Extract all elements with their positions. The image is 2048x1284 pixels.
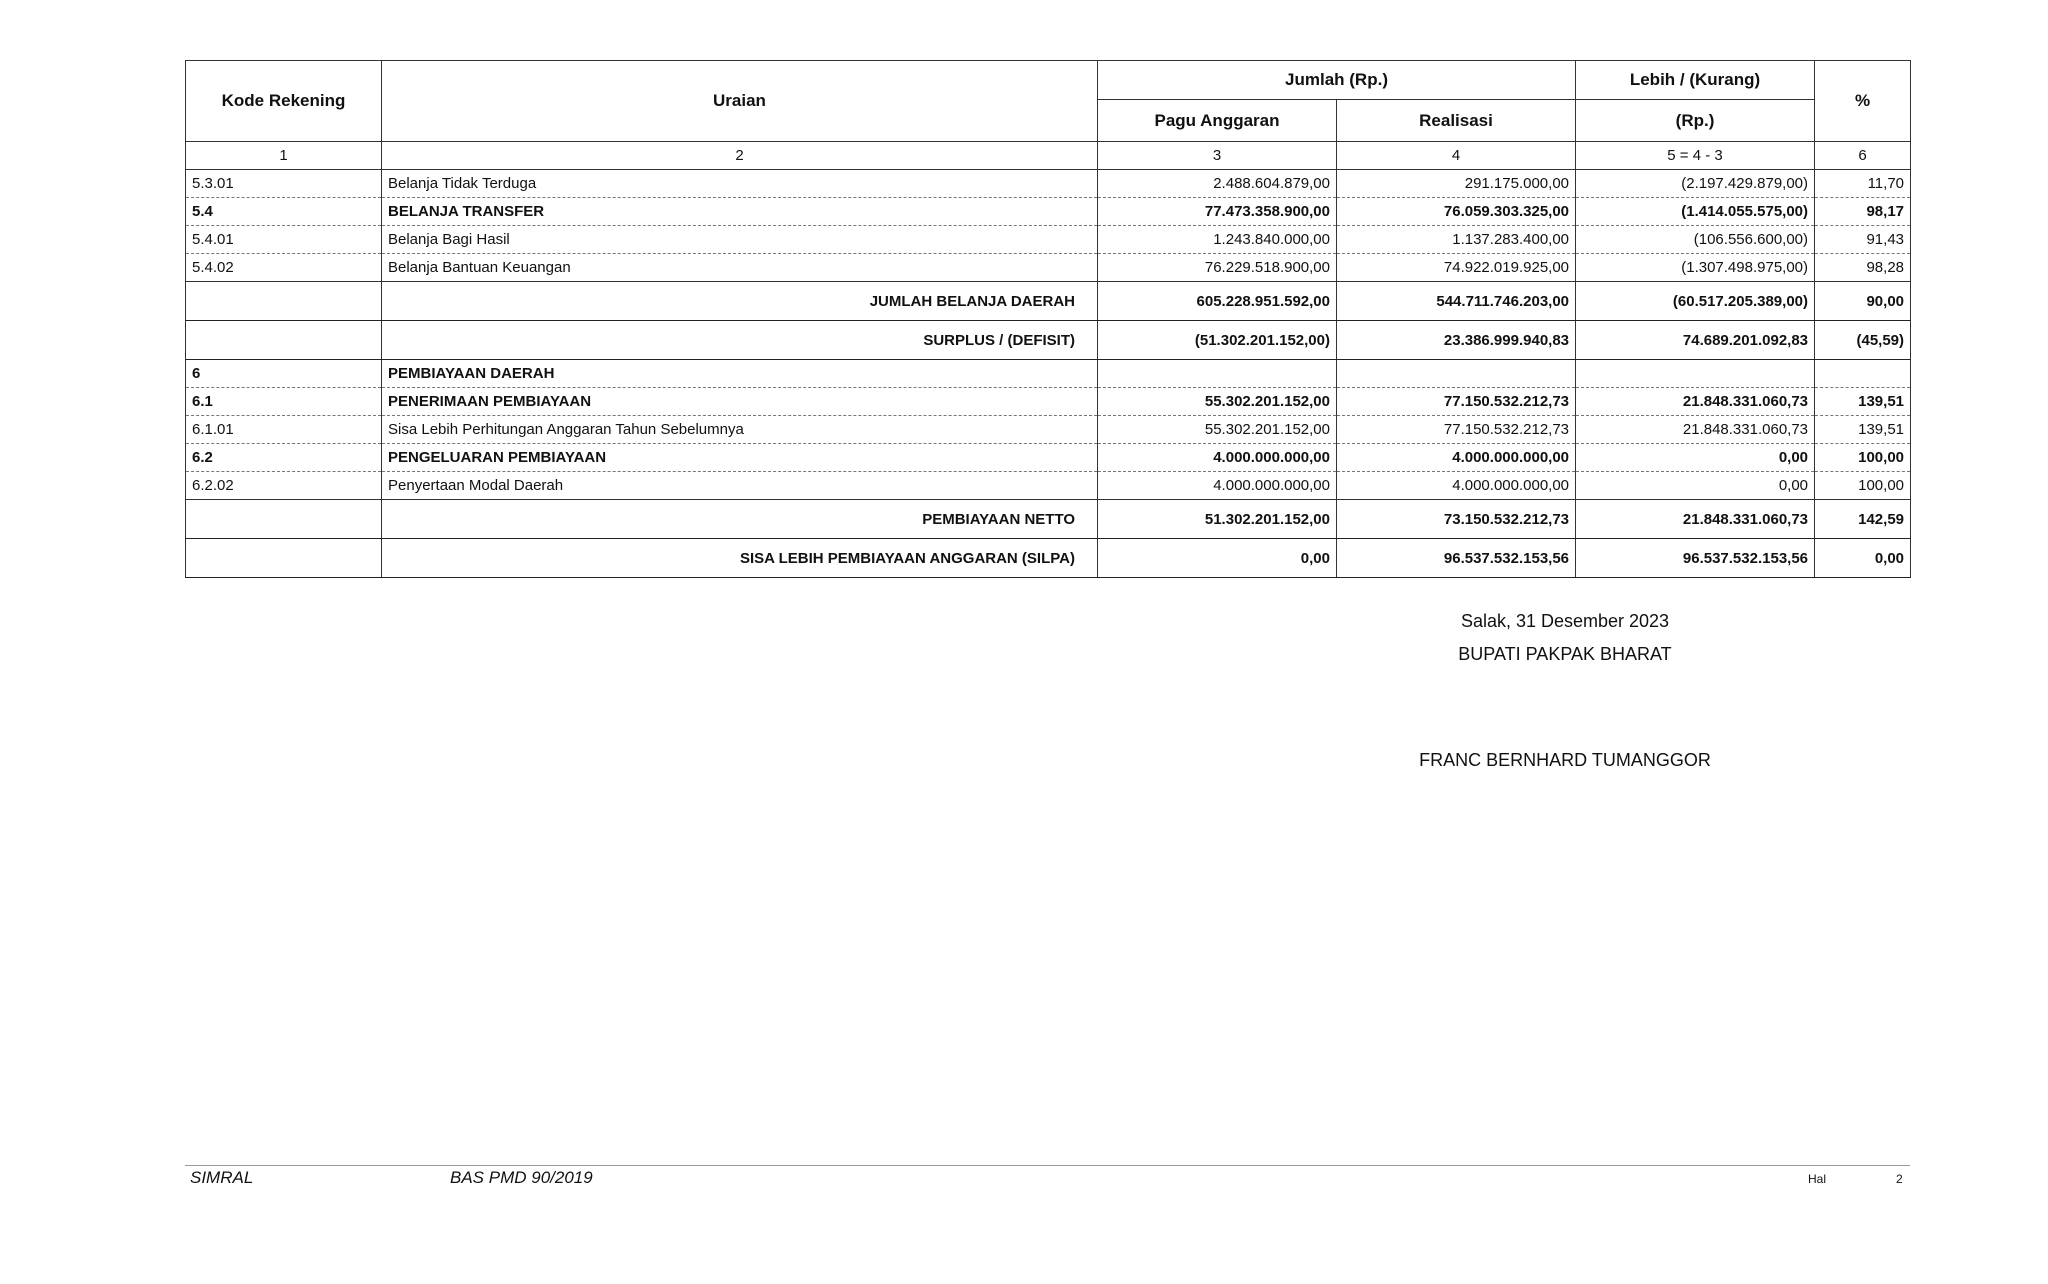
persen-cell [1815, 360, 1911, 388]
pagu-cell: (51.302.201.152,00) [1098, 321, 1337, 360]
persen-cell: 139,51 [1815, 416, 1911, 444]
kode-cell: 5.4.02 [186, 254, 382, 282]
column-number: 5 = 4 - 3 [1576, 142, 1815, 170]
column-number: 6 [1815, 142, 1911, 170]
realisasi-cell: 1.137.283.400,00 [1337, 226, 1576, 254]
realisasi-cell: 4.000.000.000,00 [1337, 472, 1576, 500]
table-row [186, 226, 1911, 254]
header-realisasi: Realisasi [1337, 100, 1576, 142]
realisasi-cell: 76.059.303.325,00 [1337, 198, 1576, 226]
table-row [186, 198, 1911, 226]
pagu-cell: 55.302.201.152,00 [1098, 416, 1337, 444]
selisih-cell: 0,00 [1576, 444, 1815, 472]
total-row [186, 539, 1911, 578]
realisasi-cell: 4.000.000.000,00 [1337, 444, 1576, 472]
selisih-cell: 21.848.331.060,73 [1576, 416, 1815, 444]
total-label: JUMLAH BELANJA DAERAH [382, 282, 1098, 321]
kode-cell [186, 500, 382, 539]
table-row [186, 416, 1911, 444]
realisasi-cell: 23.386.999.940,83 [1337, 321, 1576, 360]
pagu-cell: 4.000.000.000,00 [1098, 472, 1337, 500]
table-row [186, 254, 1911, 282]
realisasi-cell: 77.150.532.212,73 [1337, 416, 1576, 444]
pagu-cell: 77.473.358.900,00 [1098, 198, 1337, 226]
uraian-cell: PENERIMAAN PEMBIAYAAN [382, 388, 1098, 416]
total-row [186, 321, 1911, 360]
column-number: 3 [1098, 142, 1337, 170]
footer-divider [185, 1165, 1910, 1166]
pagu-cell [1098, 360, 1337, 388]
persen-cell: 91,43 [1815, 226, 1911, 254]
uraian-cell: Sisa Lebih Perhitungan Anggaran Tahun Sebelumnya [382, 416, 1098, 444]
header-kode-rekening: Kode Rekening [186, 61, 382, 142]
total-label: SISA LEBIH PEMBIAYAAN ANGGARAN (SILPA) [382, 539, 1098, 578]
column-number: 1 [186, 142, 382, 170]
signature-name: FRANC BERNHARD TUMANGGOR [1419, 750, 1711, 770]
selisih-cell: (1.414.055.575,00) [1576, 198, 1815, 226]
uraian-cell: Belanja Bantuan Keuangan [382, 254, 1098, 282]
table-row [186, 472, 1911, 500]
header-pagu-anggaran: Pagu Anggaran [1098, 100, 1337, 142]
pagu-cell: 4.000.000.000,00 [1098, 444, 1337, 472]
selisih-cell: (60.517.205.389,00) [1576, 282, 1815, 321]
persen-cell: 98,17 [1815, 198, 1911, 226]
footer-reference: BAS PMD 90/2019 [450, 1168, 593, 1187]
kode-cell: 5.4 [186, 198, 382, 226]
kode-cell: 5.3.01 [186, 170, 382, 198]
realisasi-cell: 74.922.019.925,00 [1337, 254, 1576, 282]
realisasi-cell [1337, 360, 1576, 388]
total-label: PEMBIAYAAN NETTO [382, 500, 1098, 539]
selisih-cell: (1.307.498.975,00) [1576, 254, 1815, 282]
header-persen: % [1815, 61, 1911, 142]
persen-cell: 0,00 [1815, 539, 1911, 578]
kode-cell: 6.2.02 [186, 472, 382, 500]
kode-cell: 6.1.01 [186, 416, 382, 444]
persen-cell: 142,59 [1815, 500, 1911, 539]
table-row [186, 360, 1911, 388]
selisih-cell: 74.689.201.092,83 [1576, 321, 1815, 360]
pagu-cell: 605.228.951.592,00 [1098, 282, 1337, 321]
pagu-cell: 1.243.840.000,00 [1098, 226, 1337, 254]
signature-place-date: Salak, 31 Desember 2023 [1460, 611, 1670, 631]
selisih-cell: 21.848.331.060,73 [1576, 500, 1815, 539]
persen-cell: 100,00 [1815, 444, 1911, 472]
persen-cell: (45,59) [1815, 321, 1911, 360]
uraian-cell: PENGELUARAN PEMBIAYAAN [382, 444, 1098, 472]
column-number: 2 [382, 142, 1098, 170]
uraian-cell: BELANJA TRANSFER [382, 198, 1098, 226]
selisih-cell: 21.848.331.060,73 [1576, 388, 1815, 416]
selisih-cell [1576, 360, 1815, 388]
selisih-cell: 96.537.532.153,56 [1576, 539, 1815, 578]
realisasi-cell: 96.537.532.153,56 [1337, 539, 1576, 578]
pagu-cell: 55.302.201.152,00 [1098, 388, 1337, 416]
footer-page-label: Hal [1808, 1172, 1827, 1186]
persen-cell: 98,28 [1815, 254, 1911, 282]
header-rp: (Rp.) [1576, 100, 1815, 142]
kode-cell [186, 282, 382, 321]
total-label: SURPLUS / (DEFISIT) [382, 321, 1098, 360]
budget-realization-table [185, 60, 1911, 578]
total-row [186, 500, 1911, 539]
persen-cell: 100,00 [1815, 472, 1911, 500]
uraian-cell: Belanja Tidak Terduga [382, 170, 1098, 198]
table-row [186, 170, 1911, 198]
realisasi-cell: 77.150.532.212,73 [1337, 388, 1576, 416]
uraian-cell: Belanja Bagi Hasil [382, 226, 1098, 254]
pagu-cell: 76.229.518.900,00 [1098, 254, 1337, 282]
selisih-cell: (2.197.429.879,00) [1576, 170, 1815, 198]
kode-cell: 6.1 [186, 388, 382, 416]
column-number: 4 [1337, 142, 1576, 170]
footer-app-name: SIMRAL [190, 1168, 254, 1187]
pagu-cell: 2.488.604.879,00 [1098, 170, 1337, 198]
persen-cell: 11,70 [1815, 170, 1911, 198]
table-row [186, 388, 1911, 416]
uraian-cell: PEMBIAYAAN DAERAH [382, 360, 1098, 388]
pagu-cell: 51.302.201.152,00 [1098, 500, 1337, 539]
uraian-cell: Penyertaan Modal Daerah [382, 472, 1098, 500]
kode-cell: 6 [186, 360, 382, 388]
report-table-container [185, 60, 1910, 578]
header-jumlah: Jumlah (Rp.) [1098, 61, 1576, 100]
selisih-cell: 0,00 [1576, 472, 1815, 500]
total-row [186, 282, 1911, 321]
header-lebih-kurang: Lebih / (Kurang) [1576, 61, 1815, 100]
header-uraian: Uraian [382, 61, 1098, 142]
pagu-cell: 0,00 [1098, 539, 1337, 578]
kode-cell [186, 321, 382, 360]
kode-cell: 6.2 [186, 444, 382, 472]
selisih-cell: (106.556.600,00) [1576, 226, 1815, 254]
signature-position: BUPATI PAKPAK BHARAT [1458, 644, 1672, 664]
kode-cell [186, 539, 382, 578]
table-row [186, 444, 1911, 472]
persen-cell: 90,00 [1815, 282, 1911, 321]
kode-cell: 5.4.01 [186, 226, 382, 254]
persen-cell: 139,51 [1815, 388, 1911, 416]
realisasi-cell: 544.711.746.203,00 [1337, 282, 1576, 321]
realisasi-cell: 73.150.532.212,73 [1337, 500, 1576, 539]
footer-page-number: 2 [1896, 1172, 1903, 1186]
realisasi-cell: 291.175.000,00 [1337, 170, 1576, 198]
